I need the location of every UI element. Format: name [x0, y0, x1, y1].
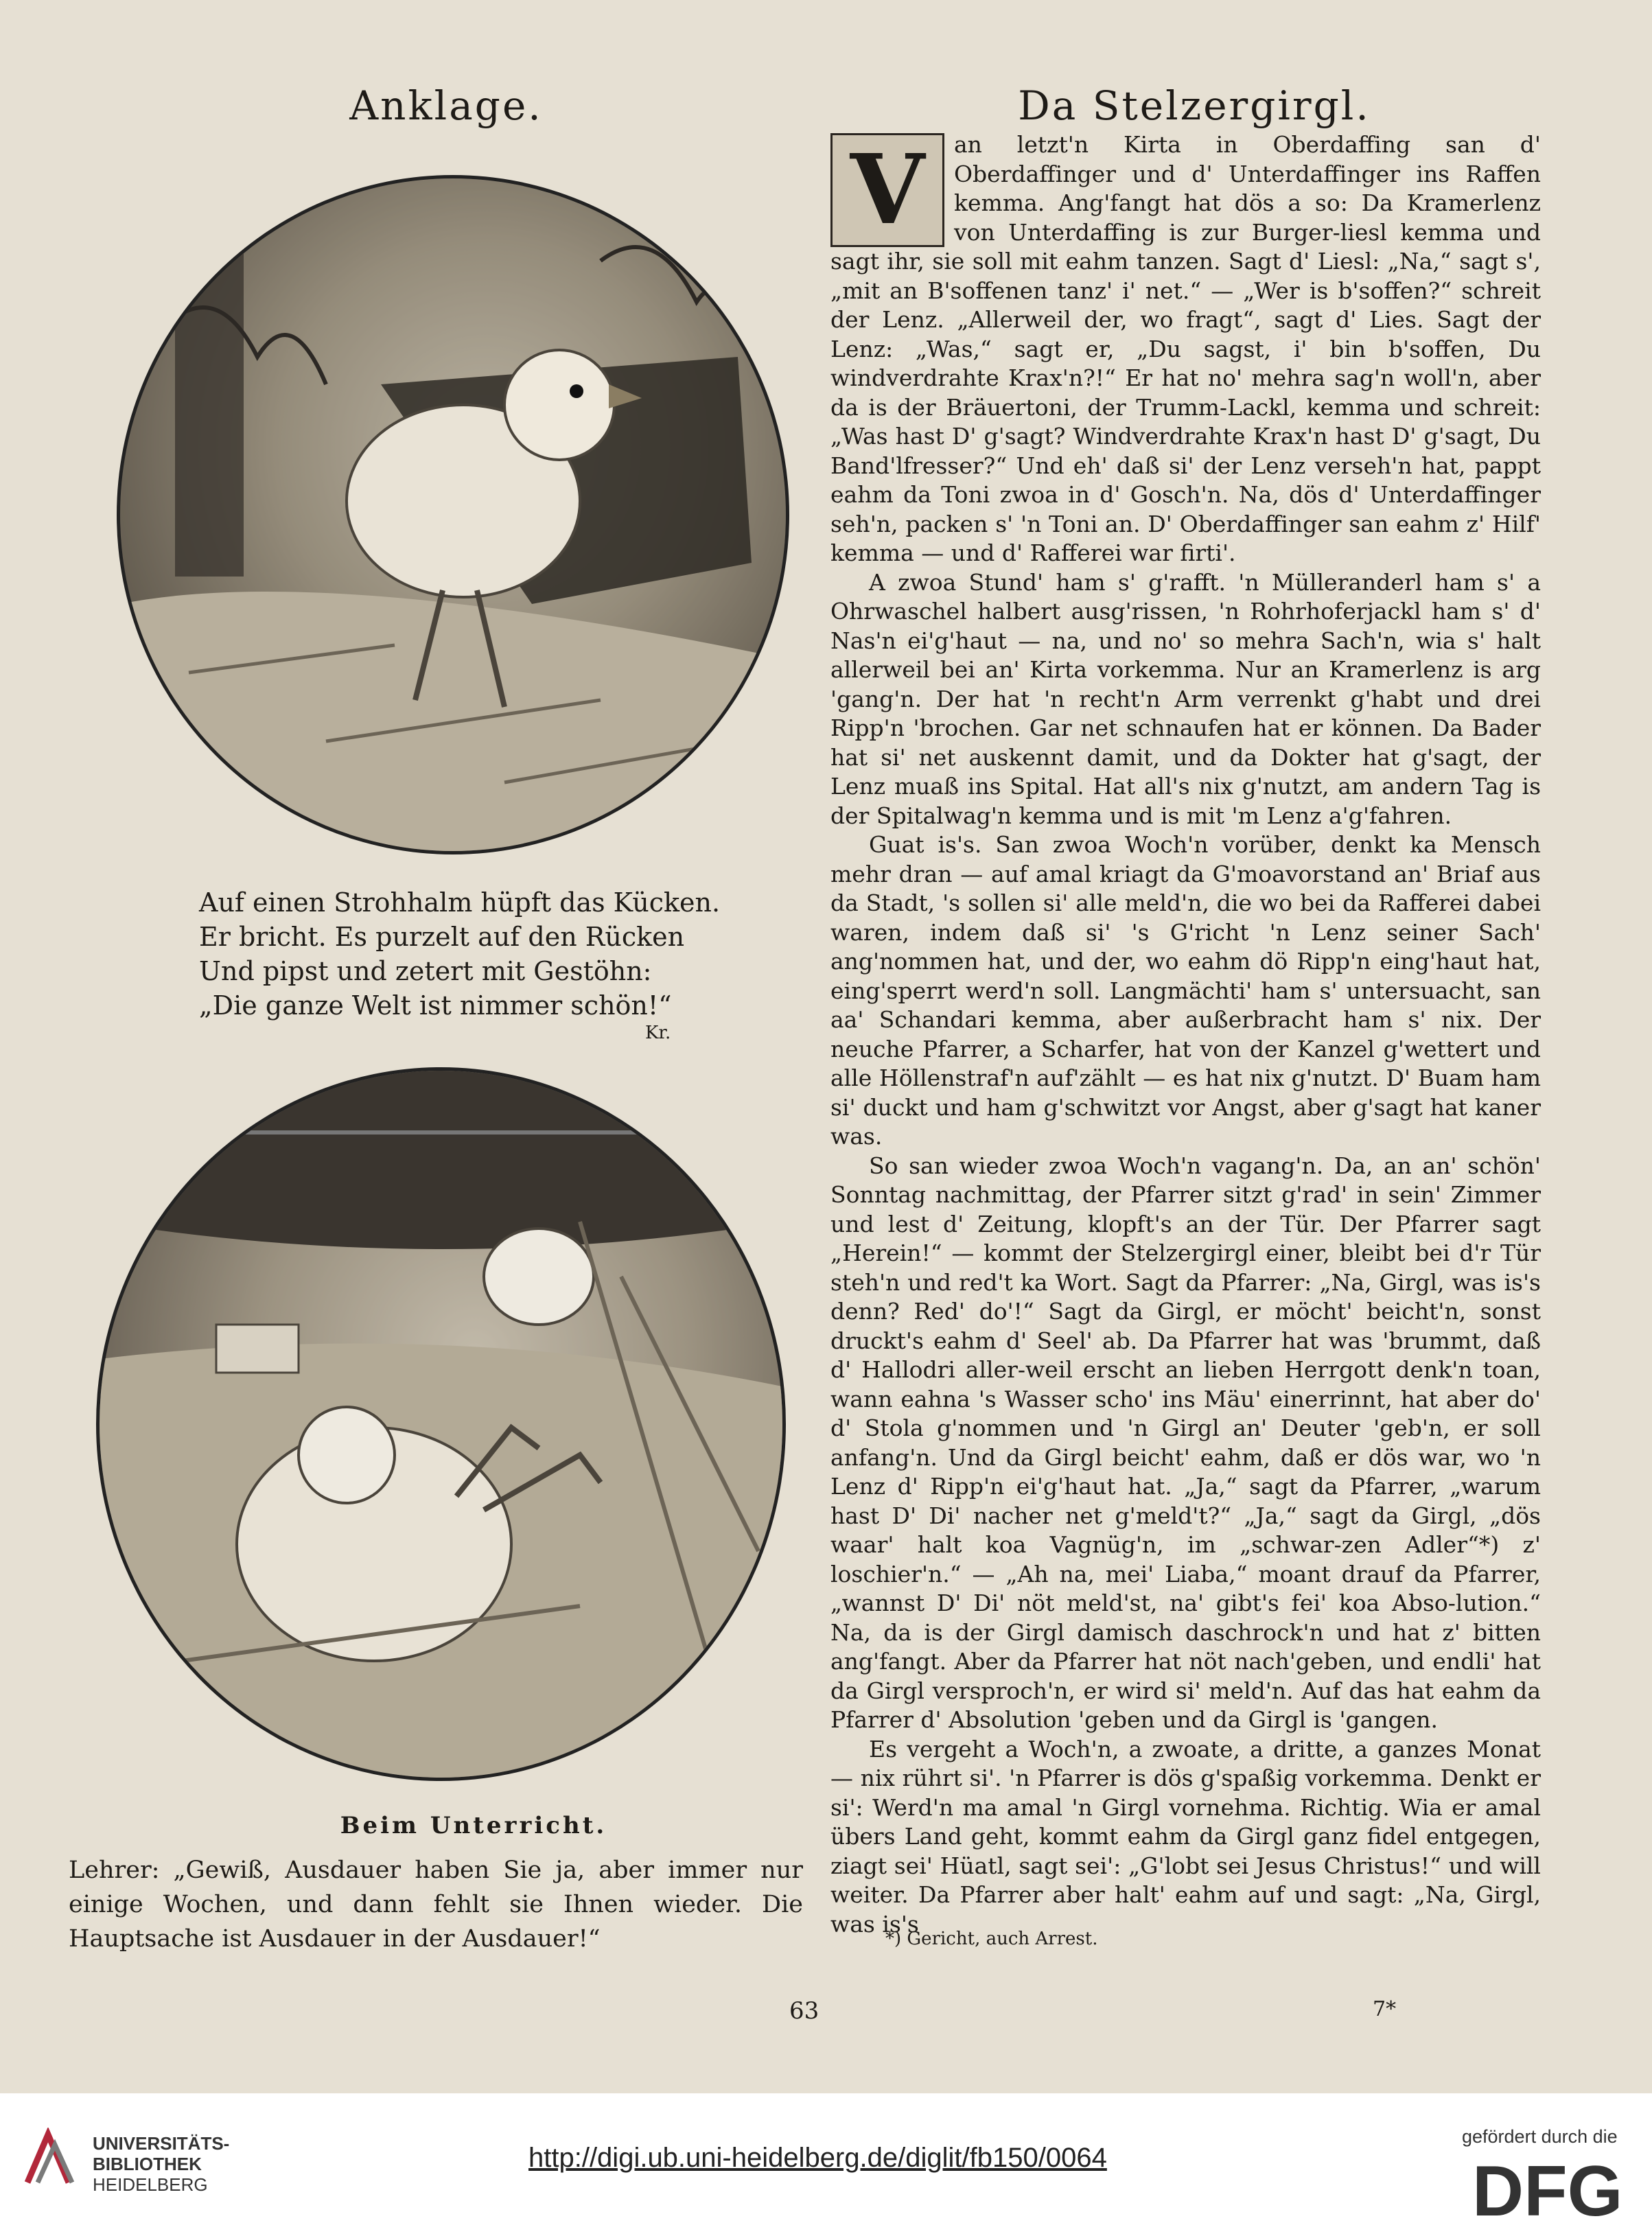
- caption-title: Beim Unterricht.: [340, 1812, 607, 1839]
- chick-illustration-top: [117, 175, 789, 854]
- article-paragraph: A zwoa Stund' ham s' g'rafft. 'n Mülleranderl ham s' a Ohrwaschel halbert ausg'rissen, 'n Rohrhoferjackl ham s' d' Nas'n ei'g'haut — na, und no' so mehra Sach'n, wia s' halt allerweil bei an' Kirta vorkemma. Nur an Kramerlenz is arg 'gang'n. Der hat 'n recht'n Arm verrenkt g'habt und drei Ripp'n 'brochen. Gar net schnaufen hat er können. Da Bader hat si' net auskennt damit, und da Dokter hat g'sagt, der Lenz muaß ins Spital. Hat all's nix g'nutzt, am andern Tag is der Spitalwag'n kemma und is mit 'm Lenz a'g'fahren.: [830, 568, 1541, 829]
- illustration-signature: E. Reinicke: [100, 1551, 127, 1686]
- left-heading: Anklage.: [349, 82, 543, 129]
- dfg-logo-icon: [1472, 2155, 1637, 2224]
- library-name: UNIVERSITÄTS- BIBLIOTHEK HEIDELBERG: [93, 2133, 230, 2195]
- article-body: [830, 130, 1541, 1939]
- verse-line: Und pipst und zetert mit Gestöhn:: [199, 956, 652, 986]
- verse-line: „Die ganze Welt ist nimmer schön!“: [199, 990, 672, 1021]
- verse-line: Er bricht. Es purzelt auf den Rücken: [199, 922, 685, 952]
- chick-drawing-bottom: [100, 1071, 782, 1778]
- library-logo-icon: [21, 2128, 82, 2189]
- chick-illustration-bottom: [96, 1067, 786, 1781]
- funded-by-label: gefördert durch die: [1462, 2126, 1618, 2147]
- page-number: 63: [789, 1997, 819, 2025]
- article-paragraph: Es vergeht a Woch'n, a zwoate, a dritte, a ganzes Monat — nix rührt si'. 'n Pfarrer is dös g'spaßig vorkemma. Denkt er si': Werd'n ma amal 'n Girgl vornehma. Richtig. Wia er amal übers Land geht, kommt eahm da Girgl ganz fidel entgegen, ziagt sei' Hüatl, sagt sei': „G'lobt sei Jesus Christus!“ und will weiter. Da Pfarrer aber halt' eahm auf und sagt: „Na, Girgl, was is's: [830, 1735, 1541, 1938]
- signature-mark: 7*: [1373, 1997, 1397, 2021]
- article-paragraph: V an letzt'n Kirta in Oberdaffing san d' Oberdaffinger und d' Unterdaffinger ins Raffen kemma. Ang'fangt hat dös a so: Da Kramerlenz von Unterdaffing is zur Burger-liesl kemma und sagt ihr, sie soll mit eahm tanzen. Sagt d' Liesl: „Na,“ sagt s', „mit an B'soffenen tanz' i' net.“ — „Wer is b'soffen?“ schreit der Lenz. „Allerweil der, wo fragt“, sagt d' Lies. Sagt der Lenz: „Was,“ sagt er, „Du sagst, i' bin b'soffen, Du windverdrahte Krax'n?!“ Er hat no' mehra sag'n woll'n, aber da is der Bräuertoni, der Trumm-Lackl, kemma und schreit: „Was hast D' g'sagt? Windverdrahte Krax'n hast D' g'sagt, Du Band'lfresser?“ Und eh' daß si' der Lenz verseh'n hat, pappt eahm da Toni zwoa in d' Gosch'n. Na, dös d' Unterdaffinger seh'n, packen s' 'n Toni an. D' Oberdaffinger san eahm z' Hilf' kemma — und d' Rafferei war firti'.: [830, 131, 1541, 566]
- footnote: *) Gericht, auch Arrest.: [885, 1929, 1098, 1949]
- verse: [199, 885, 721, 1023]
- verse-author: Kr.: [645, 1023, 671, 1043]
- verse-line: Auf einen Strohhalm hüpft das Kücken.: [199, 887, 721, 918]
- right-heading: Da Stelzergirgl.: [1018, 82, 1371, 129]
- digital-copy-link[interactable]: http://digi.ub.uni-heidelberg.de/diglit/fb150/0064: [528, 2143, 1107, 2173]
- drop-cap: V: [830, 133, 944, 247]
- article-paragraph: So san wieder zwoa Woch'n vagang'n. Da, an an' schön' Sonntag nachmittag, der Pfarrer sitzt g'rad' in sein' Zimmer und lest d' Zeitung, klopft's an der Tür. Der Pfarrer sagt „Herein!“ — kommt der Stelzergirgl einer, bleibt bei d'r Tür steh'n und red't ka Wort. Sagt da Pfarrer: „Na, Girgl, was is's denn? Red' do'!“ Sagt da Girgl, er möcht' beicht'n, sonst druckt's eahm d' Seel' ab. Da Pfarrer hat was 'brummt, daß d' Hallodri aller-weil erscht an lieben Herrgott denk'n toan, wann eahna 's Wasser scho' ins Mäu' einerrinnt, hat aber do' d' Stola g'nommen und 'n Girgl an' Deuter 'geb'n, er soll anfang'n. Und da Girgl beicht' eahm, daß er dös war, wo 'n Lenz d' Ripp'n ei'g'haut hat. „Ja,“ sagt da Pfarrer, „warum hast D' Di' nacher net g'meld't?“ „Ja,“ sagt da Girgl, „dös waar' halt koa Vagnüg'n, im „schwar-zen Adler“*) z' loschier'n.“ — „Ah na, mei' Liaba,“ moant drauf da Pfarrer, „wannst D' Di' nöt meld'st, na' gibt's fei' koa Abso-lution.“ Na, da is der Girgl damisch daschrock'n und hat z' bitten ang'fangt. Aber da Pfarrer hat nöt nach'geben, und endli' hat da Girgl versproch'n, er wird si' meld'n. Auf das hat eahm da Pfarrer d' Absolution 'geben und da Girgl is 'gangen.: [830, 1152, 1541, 1733]
- dfg-logo-text: DFG: [1472, 2155, 1623, 2224]
- caption-text: Lehrer: „Gewiß, Ausdauer haben Sie ja, aber immer nur einige Wochen, und dann fehlt sie Ihnen wieder. Die Hauptsache ist Ausdauer in der Ausdauer!“: [69, 1857, 803, 1953]
- article-paragraph: Guat is's. San zwoa Woch'n vorüber, denkt ka Mensch mehr dran — auf amal kriagt da G'moavorstand an' Briaf aus da Stadt, 's sollen si' alle meld'n, die wo bei da Rafferei dabei waren, indem daß si' 's G'richt 'n Lenz seiner Sach' ang'nommen hat, und der, wo eahm dö Ripp'n eing'haut hat, eing'sperrt werd'n soll. Langmächti' ham s' untersuacht, san aa' Schandari kemma, aber außerbracht ham s' nix. Der neuche Pfarrer, a Scharfer, hat von der Kanzel g'wettert und alle Höllenstraf'n auf'zählt — es hat nix g'nutzt. D' Buam ham si' duckt und ham g'schwitzt vor Angst, aber g'sagt hat kaner was.: [830, 831, 1541, 1150]
- chick-drawing-top: [120, 178, 786, 851]
